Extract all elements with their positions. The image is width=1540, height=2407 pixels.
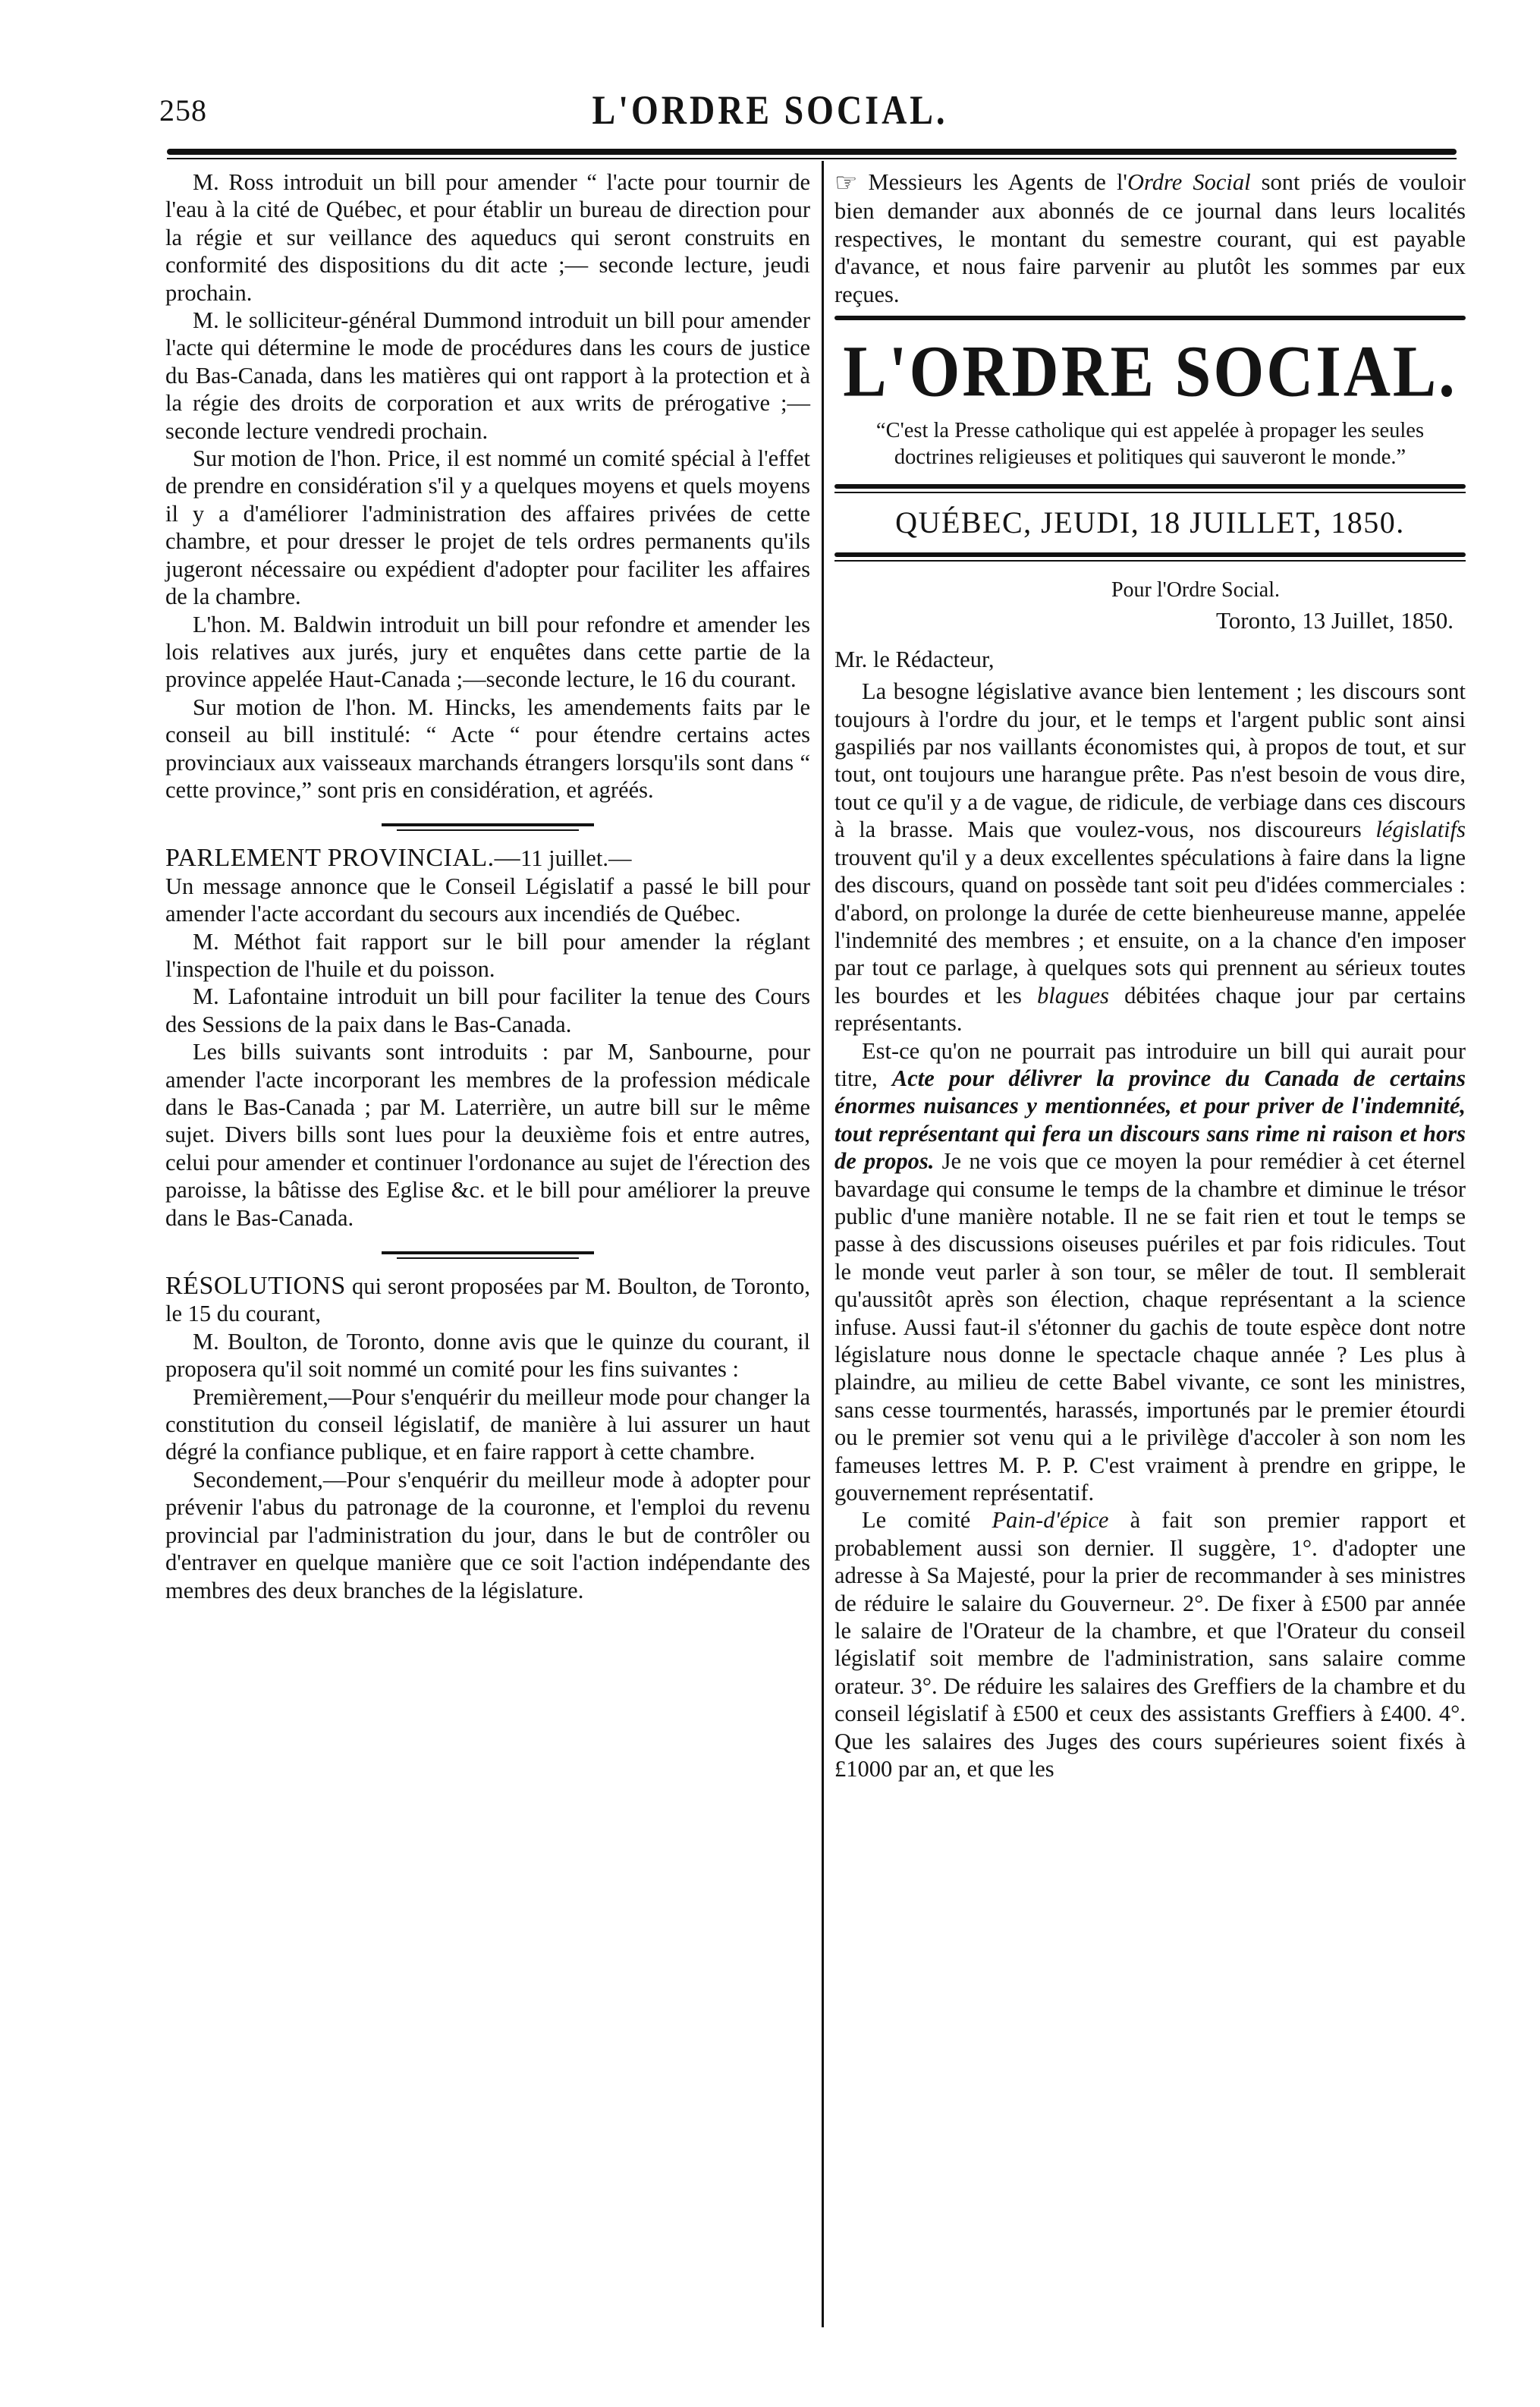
letter-p1-italic-2: blagues: [1037, 982, 1109, 1008]
paragraph-baldwin-bill: L'hon. M. Baldwin introduit un bill pour refondre et amender les lois relatives aux jurés, jury et enquêtes dans cette partie de la province appelée Haut-Canada ;—seconde lecture, le 16 du courant.: [165, 611, 810, 693]
left-column: [165, 168, 810, 1604]
right-column: [834, 168, 1466, 1783]
pointing-hand-icon: ☞: [834, 169, 858, 197]
notice-paper-name: Ordre Social: [1127, 169, 1251, 195]
resolutions-heading: RÉSOLUTIONS: [165, 1272, 346, 1301]
parlement-paragraph-methot: M. Méthot fait rapport sur le bill pour amender la réglant l'inspection de l'huile et du poisson.: [165, 928, 810, 982]
masthead-rule-middle: [834, 484, 1466, 489]
letter-salutation: Mr. le Rédacteur,: [834, 646, 995, 672]
parlement-paragraph-bills: Les bills suivants sont introduits : par M, Sanbourne, pour amender l'acte incorporant les membres de la profession médicale dans le Bas-Canada ; par M. Laterrière, un autre bill sur le même sujet. Divers bills sont lues pour la deuxième fois et entre autres, celui pour amender et continuer l'ordonance au sujet de l'érection des paroisse, la bâtisse des Eglise &c. et le bill pour améliorer la preuve dans le Bas-Canada.: [165, 1039, 810, 1231]
running-title: L'ORDRE SOCIAL.: [592, 87, 948, 133]
letter-paragraph-2: [834, 1037, 1466, 1507]
masthead-title: L'ORDRE SOCIAL.: [843, 330, 1457, 412]
letter-for: Pour l'Ordre Social.: [1111, 578, 1280, 603]
dateline: QUÉBEC, JEUDI, 18 JUILLET, 1850.: [895, 505, 1405, 540]
resolutions-paragraph-first: Premièrement,—Pour s'enquérir du meilleur mode pour changer la constitution du conseil législatif, de manière à lui assurer un haut dégré la confiance publique, et en faire rapport à cette chambre.: [165, 1383, 810, 1465]
resolutions-heading-line: [165, 1273, 810, 1328]
letter-p1-text-3: débitées chaque jour par certains représentants.: [834, 982, 1466, 1037]
letter-p2-text: Est-ce qu'on ne pourrait pas introduire un bill qui aurait pour titre,: [834, 1037, 1466, 1091]
section-divider: [382, 1251, 594, 1254]
paragraph-solliciteur-bill: M. le solliciteur-général Dummond introduit un bill pour amender l'acte qui détermine le mode de procédures dans les cours de justice du Bas-Canada, dans les matières qui ont rapport à la protection et à la régie des droits de corporation et aux writs de prérogative ;—seconde lecture vendredi prochain.: [165, 307, 810, 444]
masthead-motto: “C'est la Presse catholique qui est appelée à propager les seules doctrines religieuses et politiques qui sauveront le monde.”: [875, 419, 1425, 470]
letter-p3-text: Le comité: [862, 1507, 992, 1534]
parlement-paragraph-message: Un message annonce que le Conseil Législatif a passé le bill pour amender l'acte accordant du secours aux incendiés de Québec.: [165, 873, 810, 927]
resolutions-paragraph-second: Secondement,—Pour s'enquérir du meilleur mode à adopter pour prévenir l'abus du patronage de la couronne, et l'emploi du revenu provincial par l'administration du jour, dans le but de contrôler ou d'entraver en quelque manière que ce soit l'action indépendante des membres des deux branches de la législature.: [165, 1466, 810, 1603]
masthead-rule-bottom-thin: [834, 560, 1466, 562]
notice-text: Messieurs les Agents de l': [868, 169, 1127, 195]
masthead-rule-top: [834, 316, 1466, 320]
masthead-rule-bottom: [834, 552, 1466, 557]
agents-notice: [834, 168, 1466, 308]
masthead-rule-thin: [834, 492, 1466, 493]
resolutions-heading-rest: qui seront proposées par M. Boulton, de Toronto, le 15 du courant,: [165, 1273, 810, 1327]
column-divider: [822, 161, 824, 2327]
letter-p1-text: La besogne législative avance bien lentement ; les discours sont toujours à l'ordre du jour, et le temps et l'argent public sont ainsi gaspiliés par nos vaillants économistes qui, à propos de tout, et sur tout, ont toujours une harangue prête. Pas n'est besoin de vous dire, tout ce qu'il y a de vague, de ridicule, de verbiage dans ces discours à la brasse. Mais que voulez-vous, nos discoureurs: [834, 678, 1466, 843]
letter-p3-italic: Pain-d'épice: [992, 1507, 1109, 1534]
section-divider: [382, 823, 594, 826]
letter-paragraph-3: [834, 1506, 1466, 1782]
paragraph-hincks-motion: Sur motion de l'hon. M. Hincks, les amendements faits par le conseil au bill institulé: “ Acte “ pour étendre certains actes provinciaux aux vaisseaux marchands étrangers lorsqu'ils sont dans “ cette province,” sont pris en considération, et agréés.: [165, 694, 810, 803]
letter-p2-text-2: Je ne vois que ce moyen la pour remédier à cet éternel bavardage qui consume le temps de la chambre et diminue le trésor public d'une manière notable. Il ne se fait rien et tout le temps se passe à des discussions oiseuses puériles et par fois ridicules. Tout le monde veut parler à son tour, se mêler de tout. Il semblerait qu'aussitôt après son élection, chaque représentant a la science infuse. Aussi faut-il s'étonner du gachis de toute espèce dont notre législature nous donne le spectacle chaque année ? Les plus à plaindre, au milieu de cette Babel vivante, ce sont les ministres, sans cesse tourmentés, harassés, importunés par le premier étourdi ou le premier sot venu qui a le privilège d'accoler à son nom les fameuses lettres M. P. P. C'est vraiment à prendre en grippe, le gouvernement représentatif.: [834, 1148, 1466, 1506]
notice-text-rest: sont priés de vouloir bien demander aux abonnés de ce journal dans leurs localités respectives, le montant du semestre courant, qui est payable d'avance, et nous faire parvenir au plutôt les sommes par eux reçues.: [834, 169, 1466, 307]
page-number: 258: [159, 93, 207, 127]
letter-place-date: Toronto, 13 Juillet, 1850.: [1216, 607, 1454, 634]
paragraph-price-motion: Sur motion de l'hon. Price, il est nommé un comité spécial à l'effet de prendre en considération s'il y a quelques moyens et quels moyens il y a d'améliorer l'administration des affaires privées de cette chambre, et pour dresser le projet de tels ordres permanents qu'ils jugeront nécessaire ou expédient d'adopter pour faciliter les affaires de la chambre.: [165, 445, 810, 610]
paragraph-ross-bill: M. Ross introduit un bill pour amender “ l'acte pour tournir de l'eau à la cité de Québec, et pour établir un bureau de direction pour la régie et sur veillance des aqueducs qui seront construits en conformité des dispositions du dit acte ;— seconde lecture, jeudi prochain.: [165, 169, 810, 306]
header-rule-thin: [167, 158, 1457, 159]
parlement-heading: PARLEMENT PROVINCIAL.—: [165, 844, 521, 873]
letter-paragraph-1: [834, 678, 1466, 1037]
letter-p2-bill-title: Acte pour délivrer la province du Canada de certains énormes nuisances y mentionnées, et pour priver de l'indemnité, tout représentant qui fera un discours sans rime ni raison et hors de propos.: [834, 1065, 1466, 1175]
parlement-paragraph-lafontaine: M. Lafontaine introduit un bill pour faciliter la tenue des Cours des Sessions de la paix dans le Bas-Canada.: [165, 983, 810, 1037]
letter-p1-text-2: trouvent qu'il y a deux excellentes spéculations à faire dans la ligne des discours, quand on possède tant soit peu d'idées commerciales : d'abord, on prolonge la durée de cette bienheureuse manne, appelée l'indemnité des membres ; et ensuite, on a la chance d'en imposer par tout ce parlage, à quelques sots qui prennent au sérieux toutes les bourdes et les: [834, 844, 1466, 1008]
parlement-heading-line: [165, 845, 810, 872]
letter-p3-text-2: à fait son premier rapport et probablement aussi son dernier. Il suggère, 1°. d'adopter une adresse à Sa Majesté, pour la prier de recommander à ses ministres de réduire le salaire du Gouverneur. 2°. De fixer à £500 par année le salaire de l'Orateur de la chambre, et que l'Orateur du conseil législatif soit membre de l'administration, sans salaire comme orateur. 3°. De réduire les salaires des Greffiers de la chambre et du conseil législatif à £500 et ceux des assistants Greffiers à £400. 4°. Que les salaires des Juges des cours supérieures soient fixés à £1000 par an, et que les: [834, 1507, 1466, 1782]
resolutions-paragraph-notice: M. Boulton, de Toronto, donne avis que le quinze du courant, il proposera qu'il soit nommé un comité pour les fins suivantes :: [165, 1328, 810, 1383]
letter-p1-italic: législatifs: [1375, 816, 1466, 843]
header-rule-thick: [167, 149, 1457, 155]
parlement-date: 11 juillet.—: [520, 845, 632, 872]
